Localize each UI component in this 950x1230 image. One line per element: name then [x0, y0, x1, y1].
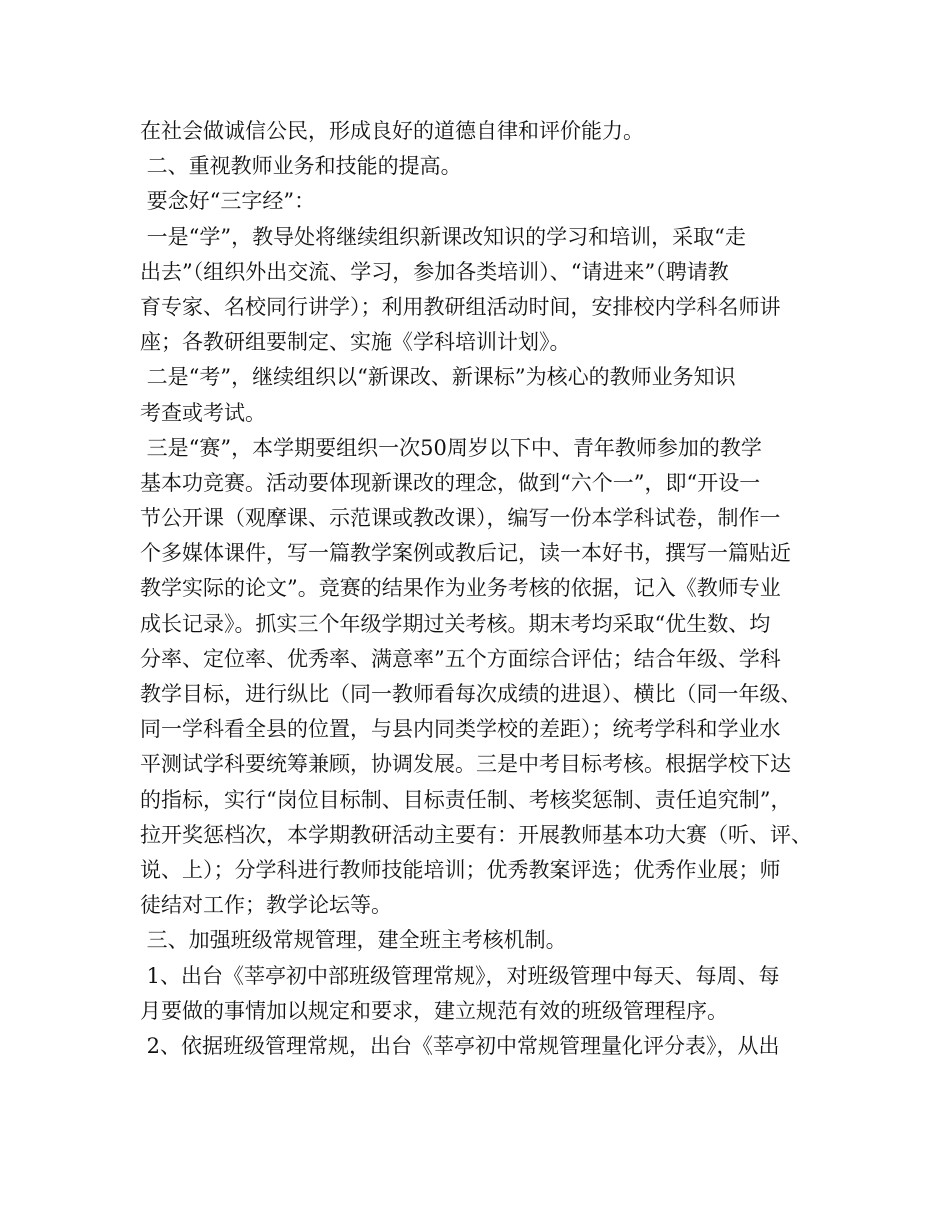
text-line: 2、依据班级管理常规，出台《莘亭初中常规管理量化评分表》，从出 — [140, 1033, 780, 1058]
section-heading: 三、加强班级常规管理，建全班主考核机制。 — [140, 928, 567, 953]
text-line: 教学目标，进行纵比（同一教师看每次成绩的进退）、横比（同一年级、 — [140, 682, 802, 706]
text-line: 节公开课（观摩课、示范课或教改课），编写一份本学科试卷，制作一 — [140, 506, 781, 531]
document-body — [140, 114, 830, 1064]
text-line: 徒结对工作；教学论坛等。 — [140, 893, 392, 918]
text-line: 1、出台《莘亭初中部班级管理常规》，对班级管理中每天、每周、每 — [140, 963, 780, 988]
text-line: 要念好“三字经”： — [140, 189, 316, 214]
text-line: 说、上）；分学科进行教师技能培训；优秀教案评选；优秀作业展；师 — [140, 857, 781, 882]
text-line: 同一学科看全县的位置，与县内同类学校的差距）；统考学科和学业水 — [140, 717, 781, 742]
text-line: 平测试学科要统筹兼顾，协调发展。三是中考目标考核。根据学校下达 — [140, 752, 791, 777]
text-line: 二是“考”，继续组织以“新课改、新课标”为核心的教师业务知识 — [140, 365, 736, 390]
text-line: 分率、定位率、优秀率、满意率”五个方面综合评估；结合年级、学科 — [140, 646, 781, 671]
text-line: 拉开奖惩档次，本学期教研活动主要有：开展教师基本功大赛（听、评、 — [140, 822, 812, 847]
text-line: 出去”（组织外出交流、学习，参加各类培训）、“请进来”（聘请教 — [140, 259, 729, 284]
text-line: 考查或考试。 — [140, 400, 266, 425]
text-line: 一是“学”，教导处将继续组织新课改知识的学习和培训，采取“走 — [140, 224, 746, 249]
text-line: 在社会做诚信公民，形成良好的道德自律和评价能力。 — [140, 119, 644, 143]
text-line: 基本功竞赛。活动要体现新课改的理念，做到“六个一”，即“开设一 — [140, 470, 761, 495]
text-line: 个多媒体课件，写一篇教学案例或教后记，读一本好书，撰写一篇贴近 — [140, 541, 791, 566]
text-line: 三是“赛”，本学期要组织一次50周岁以下中、青年教师参加的教学 — [140, 435, 762, 460]
text-line: 育专家、名校同行讲学）；利用教研组活动时间，安排校内学科名师讲 — [140, 294, 781, 319]
text-line: 座；各教研组要制定、实施《学科培训计划》。 — [140, 330, 571, 355]
text-line: 成长记录》。抓实三个年级学期过关考核。期末考均采取“优生数、均 — [140, 611, 771, 636]
section-heading: 二、重视教师业务和技能的提高。 — [140, 154, 462, 179]
text-line: 教学实际的论文”。竞赛的结果作为业务考核的依据，记入《教师专业 — [140, 576, 781, 601]
text-line: 的指标，实行“岗位目标制、目标责任制、考核奖惩制、责任追究制”， — [140, 787, 792, 812]
text-line: 月要做的事情加以规定和要求，建立规范有效的班级管理程序。 — [140, 998, 728, 1023]
